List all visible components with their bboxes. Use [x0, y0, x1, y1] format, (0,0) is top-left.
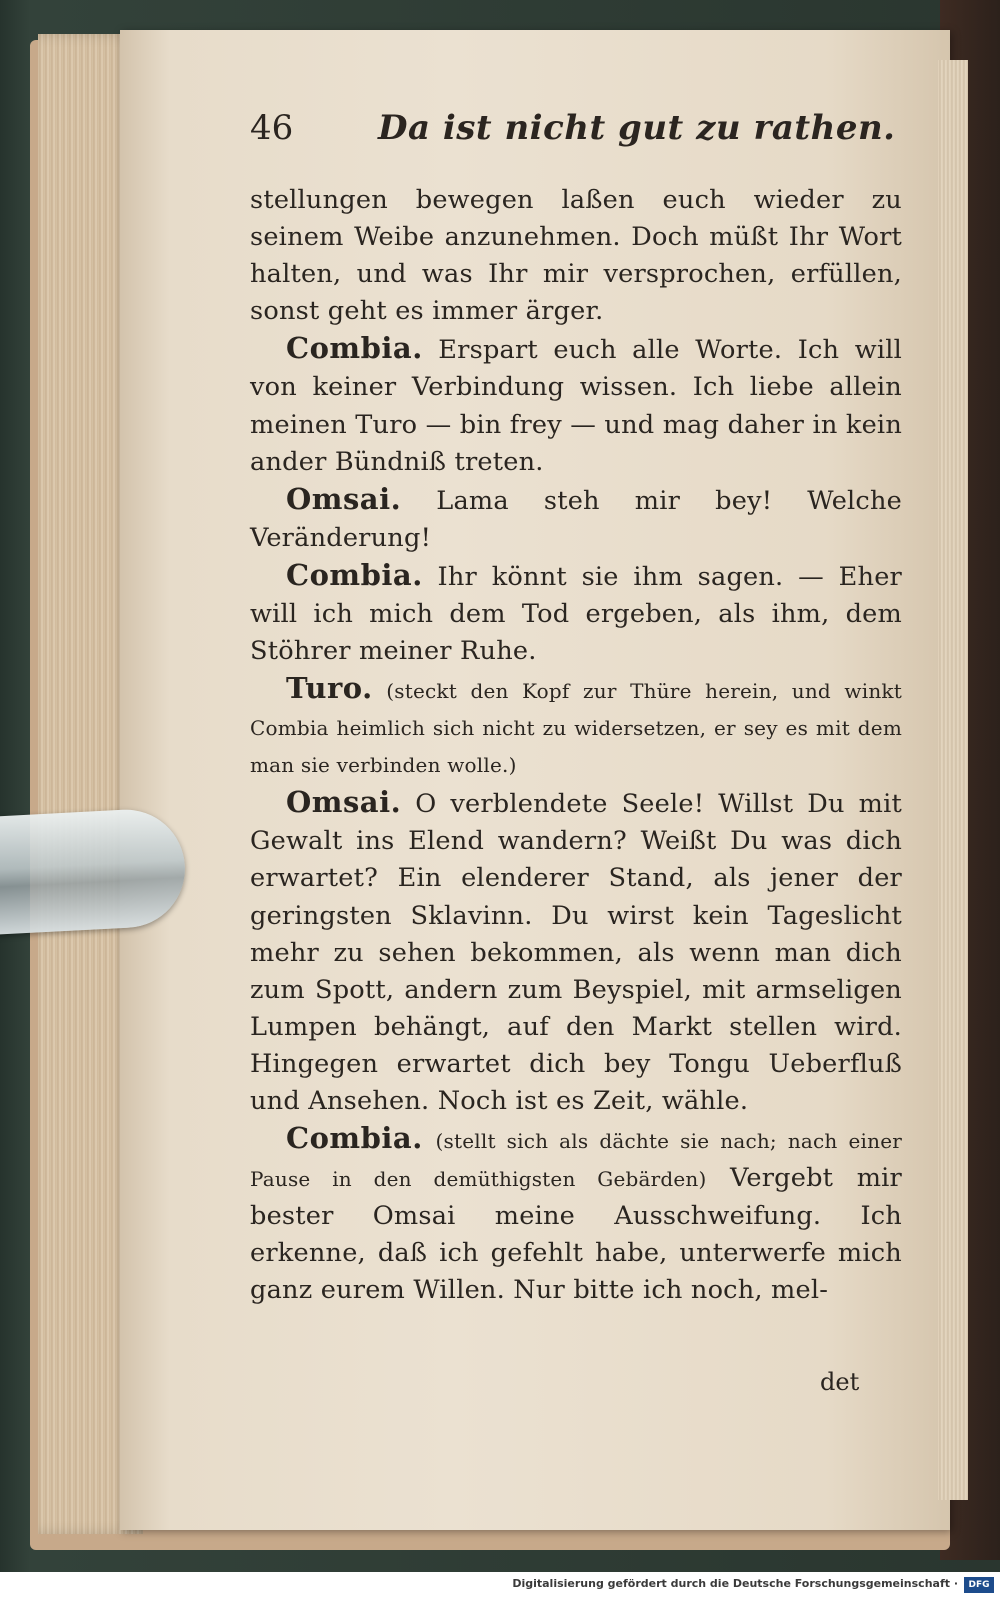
- paragraph-continuation: [250, 182, 902, 330]
- funding-credit: Digitalisierung gefördert durch die Deutsche Forschungsgemeinschaft ·: [512, 1577, 958, 1590]
- speech-text: Vergebt mir bester Omsai meine Ausschweifung. Ich erkenne, daß ich gefehlt habe, unterwerfe mich ganz eurem Willen. Nur bitte ich noch, mel-: [250, 1163, 902, 1306]
- digitization-footer: [0, 1572, 1000, 1599]
- stage-direction: (steckt den Kopf zur Thüre herein, und winkt Combia heimlich sich nicht zu widersetzen, er sey es mit dem man sie verbinden wolle.): [250, 679, 902, 778]
- speech-text: Lama steh mir bey! Welche Veränderung!: [250, 485, 902, 553]
- paragraph-text: stellungen bewegen laßen euch wieder zu seinem Weibe anzunehmen. Doch müßt Ihr Wort halten, und was Ihr mir versprochen, erfüllen, sonst geht es immer ärger.: [250, 185, 902, 327]
- speech-text: O verblendete Seele! Willst Du mit Gewalt ins Elend wandern? Weißt Du was dich erwartet? Ein elenderer Stand, als jener der geringsten Sklavinn. Du wirst kein Tageslicht mehr zu sehen bekommen, als wenn man dich zum Spott, andern zum Beyspiel, mit armseligen Lumpen behängt, auf den Markt stellen wird. Hingegen erwartet dich bey Tongu Ueberfluß und Ansehen. Noch ist es Zeit, wähle.: [250, 789, 902, 1116]
- page-right-edge: [938, 60, 968, 1500]
- glass-page-weight: [0, 807, 188, 936]
- catchword: det: [820, 1368, 860, 1396]
- running-head: [250, 108, 900, 158]
- stage-direction: (stellt sich als dächte sie nach; nach einer Pause in den demüthigsten Gebärden): [250, 1129, 902, 1192]
- speech-omsai-1: [250, 481, 902, 557]
- dfg-logo-icon: DFG: [964, 1577, 994, 1593]
- speech-combia-2: [250, 557, 902, 670]
- speaker-name: Combia.: [286, 331, 423, 366]
- running-title: Da ist nicht gut zu rathen.: [378, 108, 896, 148]
- main-text: [250, 182, 902, 1310]
- page-number: 46: [250, 108, 294, 148]
- speech-text: Ihr könnt sie ihm sagen. — Eher will ich mich dem Tod ergeben, als ihm, dem Stöhrer meiner Ruhe.: [250, 561, 902, 667]
- speaker-name: Turo.: [286, 671, 373, 706]
- speaker-name: Combia.: [286, 1121, 423, 1156]
- speech-omsai-2: [250, 784, 902, 1120]
- stage-direction-turo: [250, 670, 902, 784]
- speaker-name: Omsai.: [286, 481, 402, 516]
- speech-combia-3: [250, 1120, 902, 1309]
- speaker-name: Combia.: [286, 557, 423, 592]
- speech-text: Erspart euch alle Worte. Ich will von keiner Verbindung wissen. Ich liebe allein meinen Turo — bin frey — und mag daher in kein ander Bündniß treten.: [250, 335, 902, 477]
- speech-combia-1: [250, 330, 902, 480]
- speaker-name: Omsai.: [286, 785, 402, 820]
